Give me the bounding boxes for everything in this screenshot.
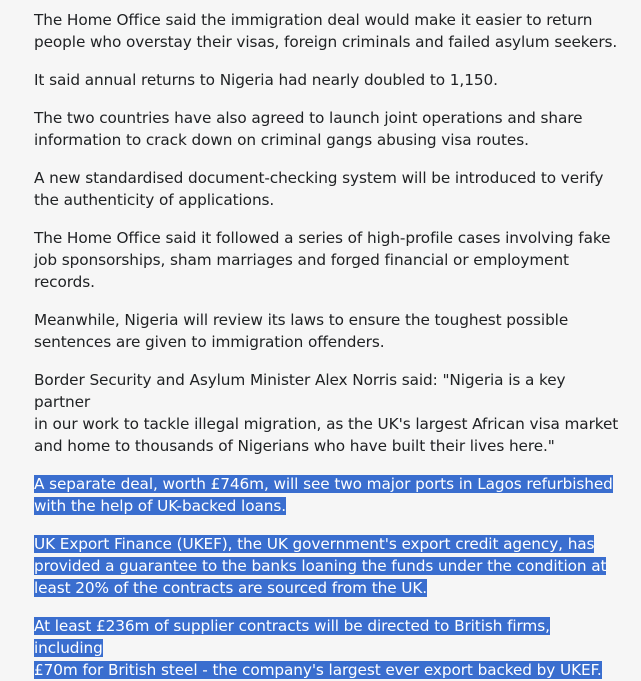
paragraph-line: records. [34, 273, 95, 291]
paragraph-line: people who overstay their visas, foreign criminals and failed asylum seekers. [34, 33, 618, 51]
paragraph-line: Meanwhile, Nigeria will review its laws to ensure the toughest possible [34, 311, 569, 329]
paragraph-minister-quote[interactable] [34, 369, 621, 457]
selected-paragraph-supplier-contracts[interactable] [34, 615, 621, 681]
paragraph-line: sentences are given to immigration offenders. [34, 333, 385, 351]
paragraph-line: the authenticity of applications. [34, 191, 275, 209]
paragraph-high-profile-cases[interactable] [34, 227, 621, 293]
paragraph-line: The Home Office said the immigration deal would make it easier to return [34, 11, 593, 29]
selected-text-line[interactable]: UK Export Finance (UKEF), the UK government's export credit agency, has [34, 535, 595, 553]
selected-text-line[interactable]: provided a guarantee to the banks loaning the funds under the condition at [34, 557, 607, 575]
selected-text-line[interactable]: least 20% of the contracts are sourced from the UK. [34, 579, 428, 597]
paragraph-line: Border Security and Asylum Minister Alex Norris said: "Nigeria is a key partner [34, 371, 566, 411]
selected-text-line[interactable]: A separate deal, worth £746m, will see two major ports in Lagos refurbished [34, 475, 613, 493]
paragraph-line: The two countries have also agreed to launch joint operations and share [34, 109, 583, 127]
paragraph-returns-deal[interactable] [34, 9, 621, 53]
paragraph-nigeria-laws[interactable] [34, 309, 621, 353]
selected-paragraph-ports-deal[interactable] [34, 473, 621, 517]
paragraph-annual-returns[interactable] [34, 69, 621, 91]
paragraph-document-checking[interactable] [34, 167, 621, 211]
paragraph-line: in our work to tackle illegal migration, as the UK's largest African visa market [34, 415, 619, 433]
paragraph-line: The Home Office said it followed a series of high-profile cases involving fake [34, 229, 611, 247]
paragraph-line: job sponsorships, sham marriages and forged financial or employment [34, 251, 569, 269]
paragraph-line: It said annual returns to Nigeria had nearly doubled to 1,150. [34, 71, 498, 89]
paragraph-line: A new standardised document-checking system will be introduced to verify [34, 169, 604, 187]
paragraph-line: information to crack down on criminal gangs abusing visa routes. [34, 131, 529, 149]
selected-text-line[interactable]: £70m for British steel - the company's largest ever export backed by UKEF. [34, 661, 602, 679]
selected-text-line[interactable]: with the help of UK-backed loans. [34, 497, 286, 515]
paragraph-joint-operations[interactable] [34, 107, 621, 151]
selected-paragraph-ukef[interactable] [34, 533, 621, 599]
paragraph-line: and home to thousands of Nigerians who have built their lives here." [34, 437, 555, 455]
selected-text-line[interactable]: At least £236m of supplier contracts will be directed to British firms, including [34, 617, 550, 657]
